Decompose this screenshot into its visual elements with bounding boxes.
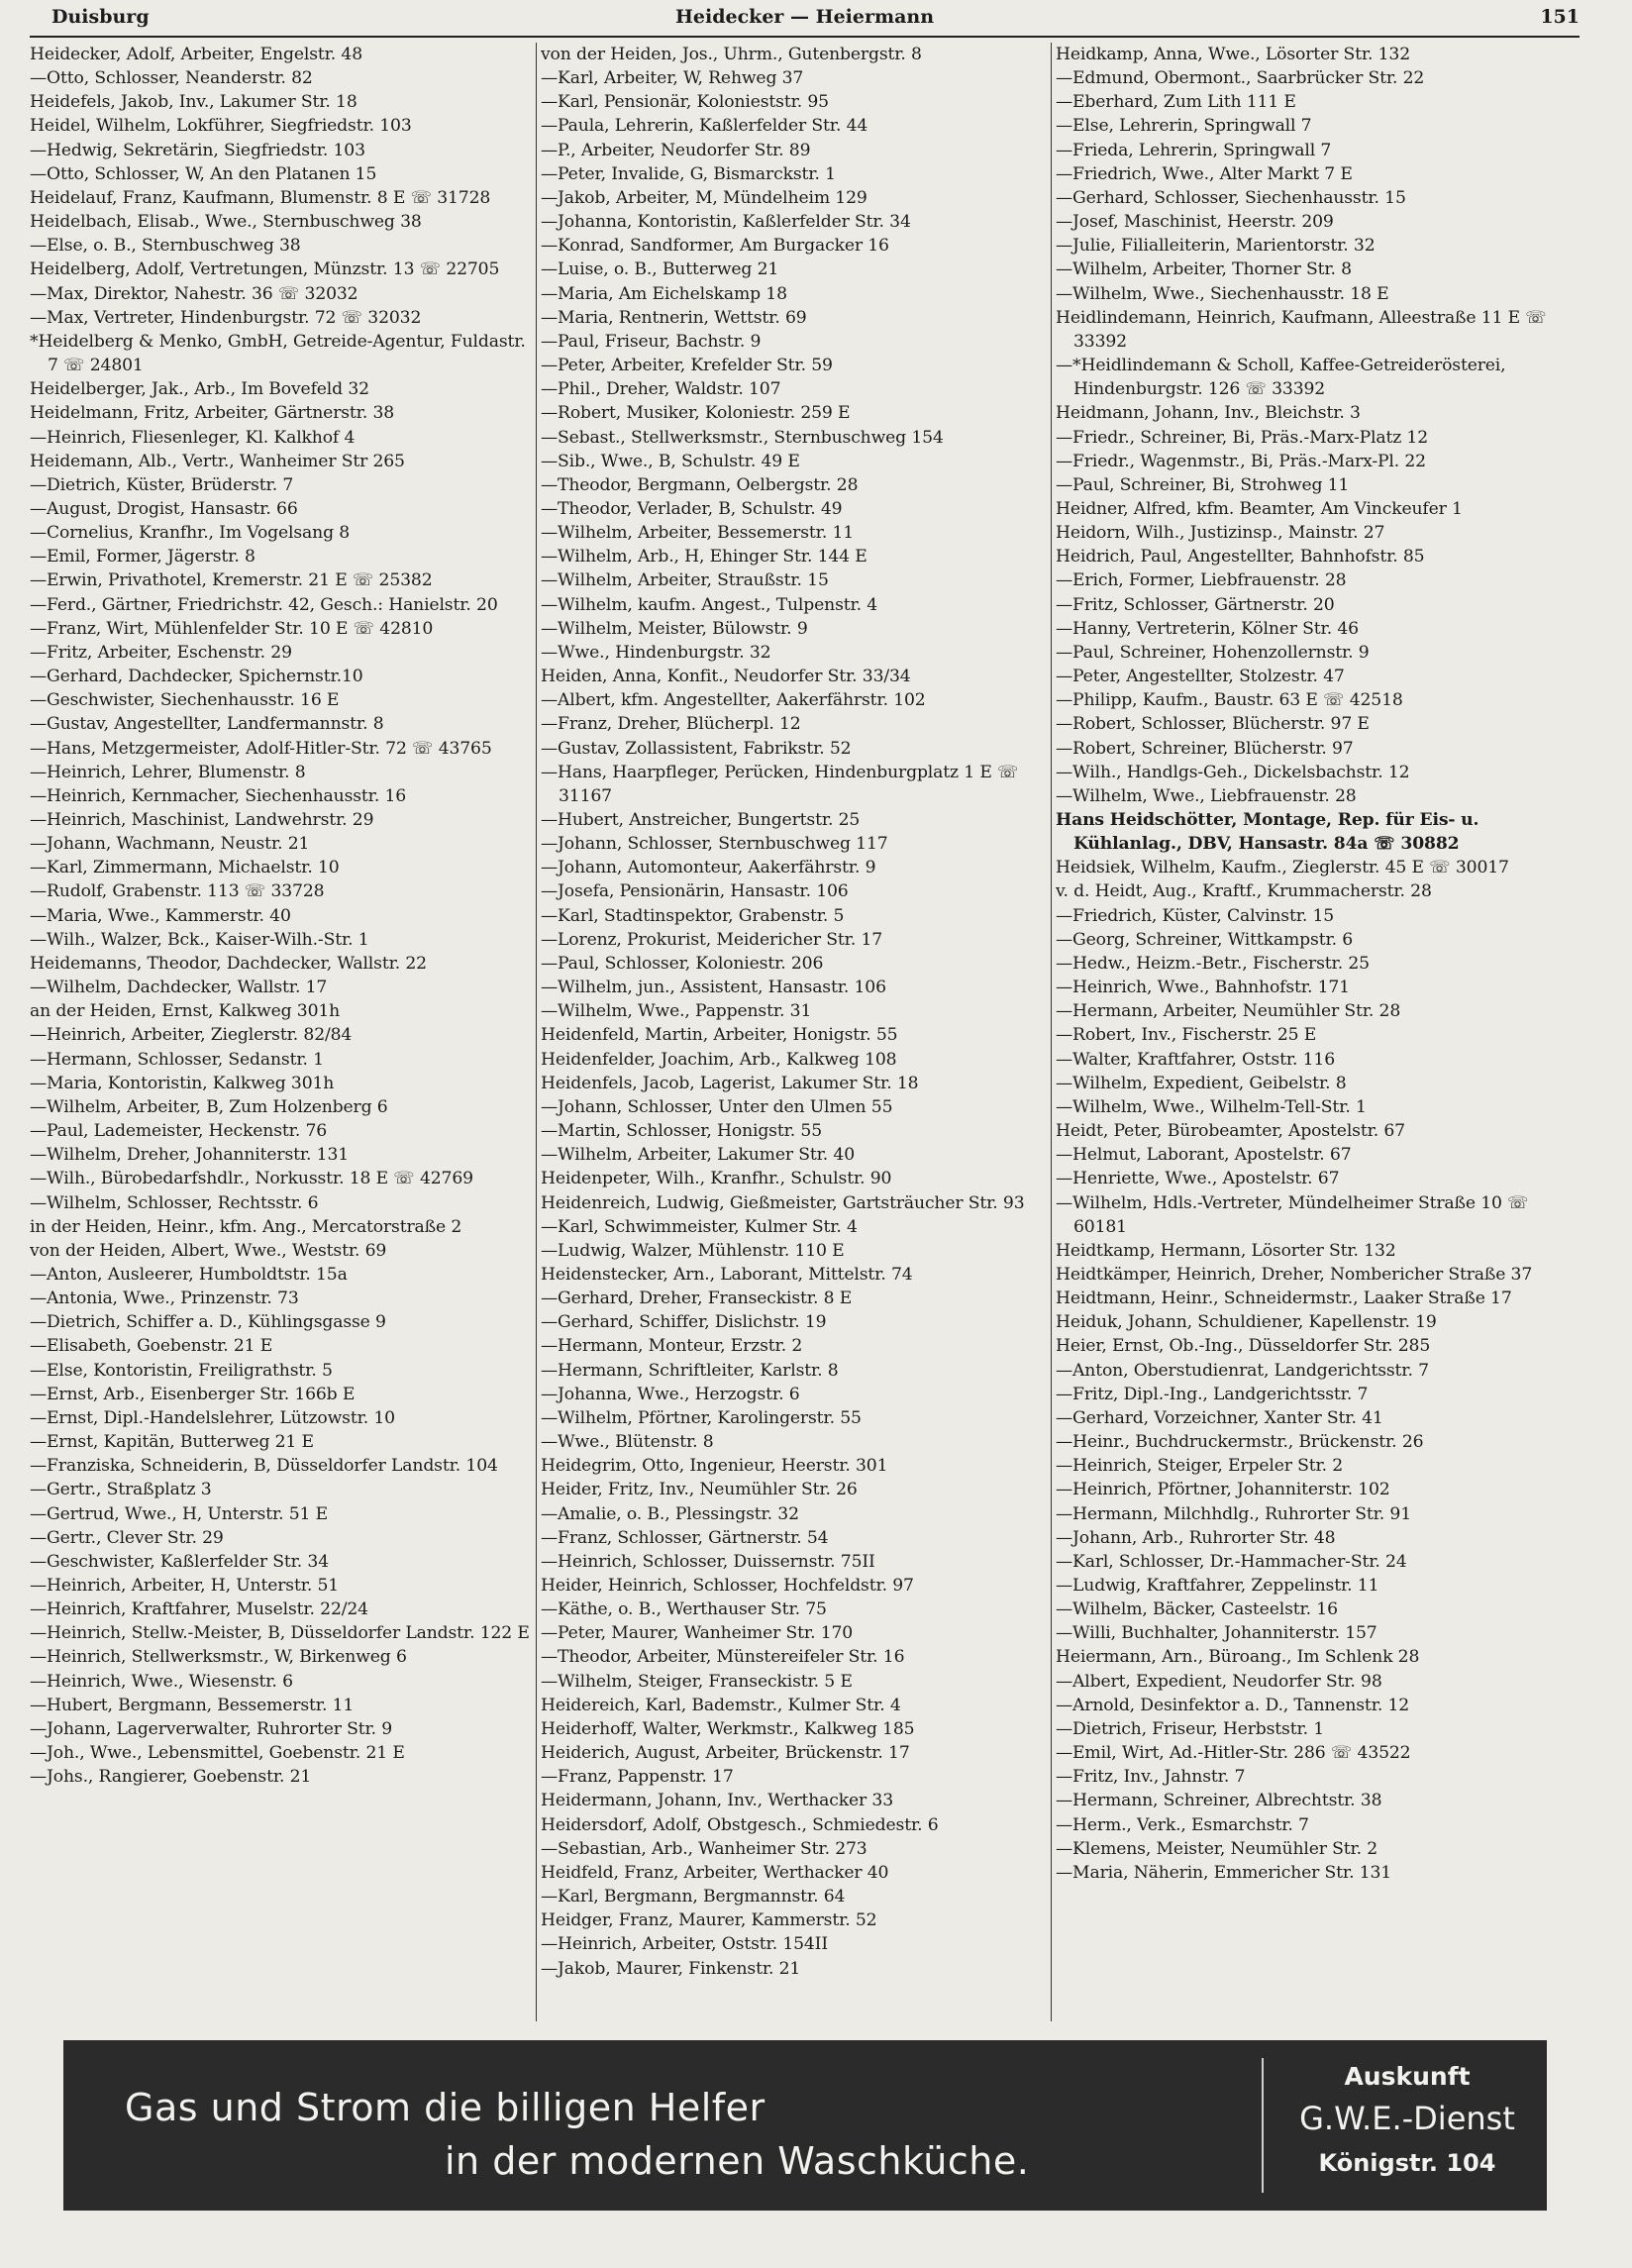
directory-entry: Heidt, Peter, Bürobeamter, Apostelstr. 67 bbox=[1056, 1121, 1405, 1142]
directory-entry: —Robert, Inv., Fischerstr. 25 E bbox=[1056, 1025, 1317, 1046]
directory-entry: —Paul, Friseur, Bachstr. 9 bbox=[541, 331, 762, 352]
directory-entry: —Fritz, Dipl.-Ing., Landgerichtsstr. 7 bbox=[1056, 1384, 1369, 1404]
directory-entry: Heidlindemann, Heinrich, Kaufmann, Alleestraße 11 E ☏ 33392 bbox=[1056, 307, 1552, 352]
directory-entry: —Lorenz, Prokurist, Meidericher Str. 17 bbox=[541, 929, 883, 950]
directory-entry: —Klemens, Meister, Neumühler Str. 2 bbox=[1056, 1838, 1378, 1859]
directory-entry: —P., Arbeiter, Neudorfer Str. 89 bbox=[541, 140, 811, 160]
directory-entry: —Wwe., Hindenburgstr. 32 bbox=[541, 642, 771, 663]
directory-entry: —Antonia, Wwe., Prinzenstr. 73 bbox=[30, 1289, 299, 1309]
directory-entry: —Paula, Lehrerin, Kaßlerfelder Str. 44 bbox=[541, 116, 868, 137]
directory-entry: —Albert, Expedient, Neudorfer Str. 98 bbox=[1056, 1671, 1382, 1692]
directory-entry: —Emil, Wirt, Ad.-Hitler-Str. 286 ☏ 43522 bbox=[1056, 1743, 1411, 1764]
directory-entry: —Karl, Bergmann, Bergmannstr. 64 bbox=[541, 1887, 846, 1907]
directory-entry: —Franz, Schlosser, Gärtnerstr. 54 bbox=[541, 1527, 829, 1548]
directory-entry: —Johs., Rangierer, Goebenstr. 21 bbox=[30, 1767, 312, 1788]
directory-entry: —Franz, Pappenstr. 17 bbox=[541, 1767, 734, 1788]
directory-entry: —Friedrich, Wwe., Alter Markt 7 E bbox=[1056, 163, 1353, 184]
directory-entry: Heidenpeter, Wilh., Kranfhr., Schulstr. 90 bbox=[541, 1169, 892, 1189]
directory-entry: —Georg, Schreiner, Wittkampstr. 6 bbox=[1056, 929, 1354, 950]
directory-entry: —Peter, Invalide, G, Bismarckstr. 1 bbox=[541, 163, 836, 184]
directory-entry: —Hermann, Schriftleiter, Karlstr. 8 bbox=[541, 1360, 839, 1381]
directory-entry: von der Heiden, Jos., Uhrm., Gutenbergstr. 8 bbox=[541, 45, 922, 64]
directory-entry: —Maria, Rentnerin, Wettstr. 69 bbox=[541, 307, 807, 328]
directory-entry: —Dietrich, Schiffer a. D., Kühlingsgasse 9 bbox=[30, 1312, 386, 1333]
directory-entry: —Wilhelm, Pförtner, Karolingerstr. 55 bbox=[541, 1407, 862, 1428]
directory-entry: —Arnold, Desinfektor a. D., Tannenstr. 12 bbox=[1056, 1695, 1410, 1715]
column-divider bbox=[536, 43, 537, 2021]
directory-entry: —Herm., Verk., Esmarchstr. 7 bbox=[1056, 1814, 1309, 1835]
directory-entry: —Sib., Wwe., B, Schulstr. 49 E bbox=[541, 451, 800, 471]
directory-entry: Heier, Ernst, Ob.-Ing., Düsseldorfer Str. 285 bbox=[1056, 1336, 1431, 1357]
directory-entry: Heiduk, Johann, Schuldiener, Kapellenstr. 19 bbox=[1056, 1312, 1437, 1333]
directory-entry: —Franz, Dreher, Blücherpl. 12 bbox=[541, 714, 801, 735]
directory-entry: —Heinrich, Wwe., Bahnhofstr. 171 bbox=[1056, 978, 1350, 998]
directory-entry: —Albert, kfm. Angestellter, Aakerfährstr. 102 bbox=[541, 690, 926, 711]
directory-entry: —Hans, Haarpfleger, Perücken, Hindenburgplatz 1 E ☏ 31167 bbox=[541, 762, 1024, 806]
directory-entry: —Ludwig, Walzer, Mühlenstr. 110 E bbox=[541, 1240, 845, 1261]
directory-entry: Heidelberger, Jak., Arb., Im Bovefeld 32 bbox=[30, 379, 369, 400]
directory-entry: —Jakob, Maurer, Finkenstr. 21 bbox=[541, 1958, 801, 1979]
directory-entry: —Heinr., Buchdruckermstr., Brückenstr. 26 bbox=[1056, 1432, 1424, 1453]
directory-column-2 bbox=[541, 43, 1048, 2023]
directory-entry: —Karl, Arbeiter, W, Rehweg 37 bbox=[541, 68, 804, 89]
directory-entry: —Wilhelm, Arbeiter, Bessemerstr. 11 bbox=[541, 523, 855, 544]
directory-entry: —Else, o. B., Sternbuschweg 38 bbox=[30, 236, 301, 257]
directory-entry: —Johann, Wachmann, Neustr. 21 bbox=[30, 834, 310, 855]
directory-entry: —Wilhelm, Meister, Bülowstr. 9 bbox=[541, 618, 808, 639]
directory-entry: —Robert, Schreiner, Blücherstr. 97 bbox=[1056, 738, 1354, 759]
directory-entry: —Sebastian, Arb., Wanheimer Str. 273 bbox=[541, 1838, 867, 1859]
directory-entry: —Wilhelm, Wwe., Pappenstr. 31 bbox=[541, 1001, 812, 1022]
directory-entry: —Henriette, Wwe., Apostelstr. 67 bbox=[1056, 1169, 1340, 1189]
directory-entry: —Johanna, Kontoristin, Kaßlerfelder Str. 34 bbox=[541, 212, 911, 233]
directory-entry: —Elisabeth, Goebenstr. 21 E bbox=[30, 1336, 273, 1357]
directory-entry: Heidersdorf, Adolf, Obstgesch., Schmiedestr. 6 bbox=[541, 1814, 939, 1835]
directory-entry: Heidemanns, Theodor, Dachdecker, Wallstr. 22 bbox=[30, 953, 427, 974]
directory-entry: —Johann, Schlosser, Sternbuschweg 117 bbox=[541, 834, 888, 855]
directory-entry: —Wilh., Bürobedarfshdlr., Norkusstr. 18 E ☏ 42769 bbox=[30, 1169, 473, 1189]
directory-entry: —Heinrich, Arbeiter, Zieglerstr. 82/84 bbox=[30, 1025, 353, 1046]
directory-entry: —Wilhelm, Arbeiter, Straußstr. 15 bbox=[541, 570, 829, 591]
directory-entry: —Sebast., Stellwerksmstr., Sternbuschweg 154 bbox=[541, 427, 944, 448]
directory-entry: —Wilhelm, Wwe., Wilhelm-Tell-Str. 1 bbox=[1056, 1096, 1367, 1117]
directory-entry: —Karl, Stadtinspektor, Grabenstr. 5 bbox=[541, 905, 845, 926]
directory-entry: —Friedr., Schreiner, Bi, Präs.-Marx-Platz 12 bbox=[1056, 427, 1429, 448]
directory-entry: —Heinrich, Steiger, Erpeler Str. 2 bbox=[1056, 1456, 1344, 1477]
directory-column-1 bbox=[30, 43, 533, 2023]
directory-entry: —Heinrich, Stellw.-Meister, B, Düsseldorfer Landstr. 122 E bbox=[30, 1623, 530, 1644]
directory-entry: —Anton, Oberstudienrat, Landgerichtsstr. 7 bbox=[1056, 1360, 1429, 1381]
directory-entry: —Wilhelm, Bäcker, Casteelstr. 16 bbox=[1056, 1599, 1338, 1620]
directory-entry: Heidger, Franz, Maurer, Kammerstr. 52 bbox=[541, 1910, 877, 1931]
directory-entry: Heidsiek, Wilhelm, Kaufm., Zieglerstr. 45 E ☏ 30017 bbox=[1056, 858, 1509, 878]
directory-entry: Heidenreich, Ludwig, Gießmeister, Gartsträucher Str. 93 bbox=[541, 1192, 1025, 1213]
directory-entry: —Luise, o. B., Butterweg 21 bbox=[541, 259, 779, 280]
directory-entry: —Erwin, Privathotel, Kremerstr. 21 E ☏ 25382 bbox=[30, 570, 433, 591]
directory-entry: —Helmut, Laborant, Apostelstr. 67 bbox=[1056, 1145, 1352, 1166]
directory-entry: —Theodor, Arbeiter, Münstereifeler Str. 16 bbox=[541, 1647, 905, 1668]
directory-entry: —Jakob, Arbeiter, M, Mündelheim 129 bbox=[541, 187, 867, 208]
directory-entry: —Johann, Schlosser, Unter den Ulmen 55 bbox=[541, 1096, 893, 1117]
directory-entry: Heidmann, Johann, Inv., Bleichstr. 3 bbox=[1056, 403, 1361, 424]
directory-entry: —Martin, Schlosser, Honigstr. 55 bbox=[541, 1121, 822, 1142]
directory-entry: —Franz, Wirt, Mühlenfelder Str. 10 E ☏ 42810 bbox=[30, 618, 434, 639]
directory-entry: —Wilh., Handlgs-Geh., Dickelsbachstr. 12 bbox=[1056, 762, 1410, 782]
directory-entry: —Peter, Maurer, Wanheimer Str. 170 bbox=[541, 1623, 854, 1644]
directory-entry: —Franziska, Schneiderin, B, Düsseldorfer Landstr. 104 bbox=[30, 1456, 498, 1477]
directory-entry: —Gustav, Zollassistent, Fabrikstr. 52 bbox=[541, 738, 852, 759]
directory-entry: —Fritz, Schlosser, Gärtnerstr. 20 bbox=[1056, 594, 1335, 615]
directory-entry: —Gerhard, Dachdecker, Spichernstr.10 bbox=[30, 667, 363, 687]
directory-entry: —Frieda, Lehrerin, Springwall 7 bbox=[1056, 140, 1332, 160]
directory-entry: Heidelauf, Franz, Kaufmann, Blumenstr. 8 E ☏ 31728 bbox=[30, 187, 491, 208]
directory-entry: Heidelberg, Adolf, Vertretungen, Münzstr. 13 ☏ 22705 bbox=[30, 259, 500, 280]
directory-entry: —Wilhelm, Hdls.-Vertreter, Mündelheimer Straße 10 ☏ 60181 bbox=[1056, 1192, 1534, 1237]
directory-entry: —Heinrich, Schlosser, Duissernstr. 75II bbox=[541, 1551, 875, 1572]
ad-slogan-line-2: in der modernen Waschküche. bbox=[445, 2139, 1030, 2183]
directory-entry: —Friedr., Wagenmstr., Bi, Präs.-Marx-Pl. 22 bbox=[1056, 451, 1426, 471]
directory-entry: —Hubert, Bergmann, Bessemerstr. 11 bbox=[30, 1695, 355, 1715]
directory-entry: —Theodor, Verlader, B, Schulstr. 49 bbox=[541, 498, 843, 519]
directory-entry: —Paul, Schreiner, Hohenzollernstr. 9 bbox=[1056, 642, 1370, 663]
directory-entry: —Heinrich, Wwe., Wiesenstr. 6 bbox=[30, 1671, 293, 1692]
page-header bbox=[30, 2, 1580, 38]
directory-entry: —Edmund, Obermont., Saarbrücker Str. 22 bbox=[1056, 68, 1425, 89]
directory-entry: Heidermann, Johann, Inv., Werthacker 33 bbox=[541, 1791, 893, 1811]
directory-entry: —Peter, Arbeiter, Krefelder Str. 59 bbox=[541, 356, 833, 376]
directory-entry: —Ernst, Dipl.-Handelslehrer, Lützowstr. 10 bbox=[30, 1407, 395, 1428]
directory-entry: —Wilhelm, Arb., H, Ehinger Str. 144 E bbox=[541, 547, 867, 567]
directory-entry: —Walter, Kraftfahrer, Oststr. 116 bbox=[1056, 1049, 1335, 1070]
directory-entry: Hans Heidschötter, Montage, Rep. für Eis- u. Kühlanlag., DBV, Hansastr. 84a ☏ 30882 bbox=[1056, 810, 1485, 855]
directory-entry: Heidemann, Alb., Vertr., Wanheimer Str 265 bbox=[30, 451, 405, 471]
directory-entry: —Hermann, Milchhdlg., Ruhrorter Str. 91 bbox=[1056, 1503, 1411, 1524]
directory-entry: —Philipp, Kaufm., Baustr. 63 E ☏ 42518 bbox=[1056, 690, 1403, 711]
directory-entry: —Wilhelm, Schlosser, Rechtsstr. 6 bbox=[30, 1192, 319, 1213]
directory-entry: —Gertrud, Wwe., H, Unterstr. 51 E bbox=[30, 1503, 329, 1524]
directory-entry: —Wilhelm, Arbeiter, Lakumer Str. 40 bbox=[541, 1145, 855, 1166]
directory-entry: —Max, Direktor, Nahestr. 36 ☏ 32032 bbox=[30, 283, 358, 304]
page-number: 151 bbox=[1540, 6, 1580, 28]
directory-entry: —Käthe, o. B., Werthauser Str. 75 bbox=[541, 1599, 827, 1620]
directory-entry: —Wilhelm, Dreher, Johanniterstr. 131 bbox=[30, 1145, 350, 1166]
directory-entry: Heider, Heinrich, Schlosser, Hochfeldstr. 97 bbox=[541, 1576, 914, 1596]
directory-entry: —Wilhelm, Arbeiter, Thorner Str. 8 bbox=[1056, 259, 1352, 280]
directory-entry: —Hermann, Schlosser, Sedanstr. 1 bbox=[30, 1049, 324, 1070]
directory-entry: —Joh., Wwe., Lebensmittel, Goebenstr. 21 E bbox=[30, 1743, 405, 1764]
directory-entry: —Karl, Zimmermann, Michaelstr. 10 bbox=[30, 858, 340, 878]
directory-entry: —Johann, Lagerverwalter, Ruhrorter Str. 9 bbox=[30, 1718, 393, 1739]
directory-entry: Heidenfels, Jacob, Lagerist, Lakumer Str. 18 bbox=[541, 1073, 919, 1093]
directory-entry: —Hanny, Vertreterin, Kölner Str. 46 bbox=[1056, 618, 1359, 639]
directory-entry: —Paul, Schreiner, Bi, Strohweg 11 bbox=[1056, 474, 1350, 495]
directory-entry: —Gerhard, Dreher, Franseckistr. 8 E bbox=[541, 1289, 853, 1309]
directory-entry: —Heinrich, Arbeiter, H, Unterstr. 51 bbox=[30, 1576, 340, 1596]
directory-entry: —Geschwister, Kaßlerfelder Str. 34 bbox=[30, 1551, 330, 1572]
directory-entry: —Ernst, Kapitän, Butterweg 21 E bbox=[30, 1432, 314, 1453]
directory-entry: —Fritz, Inv., Jahnstr. 7 bbox=[1056, 1767, 1246, 1788]
directory-entry: —Hermann, Schreiner, Albrechtstr. 38 bbox=[1056, 1791, 1382, 1811]
directory-entry: —Phil., Dreher, Waldstr. 107 bbox=[541, 379, 781, 400]
directory-entry: —Hermann, Arbeiter, Neumühler Str. 28 bbox=[1056, 1001, 1401, 1022]
directory-entry: —Heinrich, Arbeiter, Oststr. 154II bbox=[541, 1934, 828, 1955]
directory-entry: v. d. Heidt, Aug., Kraftf., Krummacherstr. 28 bbox=[1056, 881, 1432, 902]
directory-entry: —Friedrich, Küster, Calvinstr. 15 bbox=[1056, 905, 1335, 926]
directory-entry: —Rudolf, Grabenstr. 113 ☏ 33728 bbox=[30, 881, 325, 902]
advertisement-banner bbox=[63, 2040, 1547, 2211]
directory-entry: —Wilhelm, Expedient, Geibelstr. 8 bbox=[1056, 1073, 1347, 1093]
directory-entry: —Max, Vertreter, Hindenburgstr. 72 ☏ 32032 bbox=[30, 307, 422, 328]
directory-entry: Heidfeld, Franz, Arbeiter, Werthacker 40 bbox=[541, 1862, 889, 1883]
directory-entry: Heidefels, Jakob, Inv., Lakumer Str. 18 bbox=[30, 92, 357, 113]
directory-entry: —Wwe., Blütenstr. 8 bbox=[541, 1432, 714, 1453]
directory-entry: Heidegrim, Otto, Ingenieur, Heerstr. 301 bbox=[541, 1456, 888, 1477]
directory-entry: Heidecker, Adolf, Arbeiter, Engelstr. 48 bbox=[30, 45, 363, 64]
directory-entry: Heidelmann, Fritz, Arbeiter, Gärtnerstr. 38 bbox=[30, 403, 395, 424]
directory-entry: —Else, Lehrerin, Springwall 7 bbox=[1056, 116, 1312, 137]
directory-entry: —Willi, Buchhalter, Johanniterstr. 157 bbox=[1056, 1623, 1377, 1644]
directory-entry: —Johann, Automonteur, Aakerfährstr. 9 bbox=[541, 858, 876, 878]
ad-info-title: Auskunft bbox=[1344, 2062, 1471, 2091]
directory-entry: —Wilhelm, Wwe., Liebfrauenstr. 28 bbox=[1056, 785, 1357, 806]
directory-entry: —Gerhard, Schiffer, Dislichstr. 19 bbox=[541, 1312, 827, 1333]
directory-entry: —Heinrich, Kernmacher, Siechenhausstr. 16 bbox=[30, 785, 407, 806]
header-city: Duisburg bbox=[51, 6, 150, 28]
directory-entry: —Maria, Wwe., Kammerstr. 40 bbox=[30, 905, 291, 926]
directory-entry: —August, Drogist, Hansastr. 66 bbox=[30, 498, 298, 519]
directory-entry: Heidenfelder, Joachim, Arb., Kalkweg 108 bbox=[541, 1049, 897, 1070]
directory-entry: —Fritz, Arbeiter, Eschenstr. 29 bbox=[30, 642, 292, 663]
directory-entry: Heidelbach, Elisab., Wwe., Sternbuschweg 38 bbox=[30, 212, 422, 233]
directory-entry: —Hans, Metzgermeister, Adolf-Hitler-Str. 72 ☏ 43765 bbox=[30, 738, 492, 759]
directory-entry: —Eberhard, Zum Lith 111 E bbox=[1056, 92, 1296, 113]
directory-entry: —Dietrich, Küster, Brüderstr. 7 bbox=[30, 474, 294, 495]
directory-entry: —Paul, Schlosser, Koloniestr. 206 bbox=[541, 953, 824, 974]
directory-entry: —Johanna, Wwe., Herzogstr. 6 bbox=[541, 1384, 800, 1404]
directory-entry: —Robert, Schlosser, Blücherstr. 97 E bbox=[1056, 714, 1370, 735]
directory-entry: —Hermann, Monteur, Erzstr. 2 bbox=[541, 1336, 803, 1357]
directory-entry: —Else, Kontoristin, Freiligrathstr. 5 bbox=[30, 1360, 333, 1381]
directory-entry: Heidkamp, Anna, Wwe., Lösorter Str. 132 bbox=[1056, 45, 1411, 64]
ad-info-organization: G.W.E.-Dienst bbox=[1299, 2100, 1515, 2137]
directory-entry: —Wilhelm, kaufm. Angest., Tulpenstr. 4 bbox=[541, 594, 878, 615]
directory-entry: —Emil, Former, Jägerstr. 8 bbox=[30, 547, 255, 567]
ad-divider bbox=[1262, 2058, 1264, 2193]
directory-entry: —Johann, Arb., Ruhrorter Str. 48 bbox=[1056, 1527, 1336, 1548]
directory-entry: —*Heidlindemann & Scholl, Kaffee-Getreiderösterei, Hindenburgstr. 126 ☏ 33392 bbox=[1056, 356, 1511, 400]
directory-entry: —Paul, Lademeister, Heckenstr. 76 bbox=[30, 1121, 328, 1142]
directory-entry: —Wilhelm, Wwe., Siechenhausstr. 18 E bbox=[1056, 283, 1389, 304]
directory-entry: —Wilhelm, Dachdecker, Wallstr. 17 bbox=[30, 978, 328, 998]
directory-entry: —Ludwig, Kraftfahrer, Zeppelinstr. 11 bbox=[1056, 1576, 1379, 1596]
directory-entry: —Heinrich, Maschinist, Landwehrstr. 29 bbox=[30, 810, 374, 830]
directory-entry: —Wilhelm, jun., Assistent, Hansastr. 106 bbox=[541, 978, 886, 998]
directory-entry: —Hubert, Anstreicher, Bungertstr. 25 bbox=[541, 810, 861, 830]
directory-entry: —Konrad, Sandformer, Am Burgacker 16 bbox=[541, 236, 889, 257]
directory-entry: —Karl, Schwimmeister, Kulmer Str. 4 bbox=[541, 1216, 858, 1237]
header-name-range: Heidecker — Heiermann bbox=[674, 6, 935, 28]
directory-entry: —Karl, Pensionär, Kolonieststr. 95 bbox=[541, 92, 829, 113]
directory-entry: —Theodor, Bergmann, Oelbergstr. 28 bbox=[541, 474, 859, 495]
directory-entry: —Josef, Maschinist, Heerstr. 209 bbox=[1056, 212, 1334, 233]
directory-entry: —Heinrich, Lehrer, Blumenstr. 8 bbox=[30, 762, 306, 782]
directory-entry: *Heidelberg & Menko, GmbH, Getreide-Agentur, Fuldastr. 7 ☏ 24801 bbox=[30, 331, 532, 376]
directory-entry: —Ferd., Gärtner, Friedrichstr. 42, Gesch.: Hanielstr. 20 bbox=[30, 594, 498, 615]
directory-entry: —Heinrich, Stellwerksmstr., W, Birkenweg 6 bbox=[30, 1647, 407, 1668]
directory-entry: Heiermann, Arn., Büroang., Im Schlenk 28 bbox=[1056, 1647, 1420, 1668]
directory-entry: —Gerhard, Schlosser, Siechenhausstr. 15 bbox=[1056, 187, 1406, 208]
directory-entry: Heiderich, August, Arbeiter, Brückenstr. 17 bbox=[541, 1743, 910, 1764]
directory-entry: Heidenstecker, Arn., Laborant, Mittelstr. 74 bbox=[541, 1264, 913, 1285]
directory-entry: —Peter, Angestellter, Stolzestr. 47 bbox=[1056, 667, 1345, 687]
directory-entry: —Cornelius, Kranfhr., Im Vogelsang 8 bbox=[30, 523, 351, 544]
directory-entry: —Hedwig, Sekretärin, Siegfriedstr. 103 bbox=[30, 140, 365, 160]
directory-entry: —Otto, Schlosser, Neanderstr. 82 bbox=[30, 68, 313, 89]
directory-entry: Heiden, Anna, Konfit., Neudorfer Str. 33/34 bbox=[541, 667, 911, 687]
directory-entry: —Heinrich, Pförtner, Johanniterstr. 102 bbox=[1056, 1480, 1390, 1500]
directory-entry: —Heinrich, Fliesenleger, Kl. Kalkhof 4 bbox=[30, 427, 356, 448]
directory-entry: —Amalie, o. B., Plessingstr. 32 bbox=[541, 1503, 799, 1524]
directory-entry: Heiderhoff, Walter, Werkmstr., Kalkweg 185 bbox=[541, 1718, 915, 1739]
column-divider bbox=[1051, 43, 1052, 2021]
directory-entry: —Maria, Näherin, Emmericher Str. 131 bbox=[1056, 1862, 1392, 1883]
directory-entry: an der Heiden, Ernst, Kalkweg 301h bbox=[30, 1001, 341, 1022]
directory-entry: —Heinrich, Kraftfahrer, Muselstr. 22/24 bbox=[30, 1599, 368, 1620]
directory-entry: —Maria, Am Eichelskamp 18 bbox=[541, 283, 787, 304]
directory-entry: Heidtmann, Heinr., Schneidermstr., Laaker Straße 17 bbox=[1056, 1289, 1512, 1309]
directory-entry: Heidenfeld, Martin, Arbeiter, Honigstr. 55 bbox=[541, 1025, 898, 1046]
directory-entry: —Wilhelm, Arbeiter, B, Zum Holzenberg 6 bbox=[30, 1096, 388, 1117]
directory-entry: —Gustav, Angestellter, Landfermannstr. 8 bbox=[30, 714, 384, 735]
directory-entry: —Hedw., Heizm.-Betr., Fischerstr. 25 bbox=[1056, 953, 1370, 974]
directory-entry: —Anton, Ausleerer, Humboldtstr. 15a bbox=[30, 1264, 348, 1285]
directory-entry: —Josefa, Pensionärin, Hansastr. 106 bbox=[541, 881, 849, 902]
directory-entry: —Dietrich, Friseur, Herbststr. 1 bbox=[1056, 1718, 1325, 1739]
directory-entry: Heidorn, Wilh., Justizinsp., Mainstr. 27 bbox=[1056, 523, 1385, 544]
directory-entry: —Ernst, Arb., Eisenberger Str. 166b E bbox=[30, 1384, 356, 1404]
ad-slogan-line-1: Gas und Strom die billigen Helfer bbox=[125, 2086, 765, 2129]
directory-entry: —Geschwister, Siechenhausstr. 16 E bbox=[30, 690, 340, 711]
directory-entry: —Gertr., Clever Str. 29 bbox=[30, 1527, 224, 1548]
directory-entry: Heidtkamp, Hermann, Lösorter Str. 132 bbox=[1056, 1240, 1396, 1261]
directory-entry: Heidner, Alfred, kfm. Beamter, Am Vinckeufer 1 bbox=[1056, 498, 1463, 519]
directory-entry: Heider, Fritz, Inv., Neumühler Str. 26 bbox=[541, 1480, 858, 1500]
directory-entry: Heidel, Wilhelm, Lokführer, Siegfriedstr. 103 bbox=[30, 116, 412, 137]
directory-entry: —Karl, Schlosser, Dr.-Hammacher-Str. 24 bbox=[1056, 1551, 1407, 1572]
directory-entry: —Wilhelm, Steiger, Franseckistr. 5 E bbox=[541, 1671, 853, 1692]
ad-info-address: Königstr. 104 bbox=[1318, 2149, 1496, 2177]
directory-entry: —Maria, Kontoristin, Kalkweg 301h bbox=[30, 1073, 335, 1093]
directory-entry: —Julie, Filialleiterin, Marientorstr. 32 bbox=[1056, 236, 1376, 257]
directory-entry: Heidereich, Karl, Bademstr., Kulmer Str. 4 bbox=[541, 1695, 901, 1715]
directory-entry: Heidrich, Paul, Angestellter, Bahnhofstr. 85 bbox=[1056, 547, 1425, 567]
directory-entry: in der Heiden, Heinr., kfm. Ang., Mercatorstraße 2 bbox=[30, 1216, 462, 1237]
directory-entry: —Gerhard, Vorzeichner, Xanter Str. 41 bbox=[1056, 1407, 1383, 1428]
directory-entry: —Wilh., Walzer, Bck., Kaiser-Wilh.-Str. 1 bbox=[30, 929, 369, 950]
directory-entry: —Erich, Former, Liebfrauenstr. 28 bbox=[1056, 570, 1347, 591]
directory-entry: —Robert, Musiker, Koloniestr. 259 E bbox=[541, 403, 851, 424]
directory-entry: —Otto, Schlosser, W, An den Platanen 15 bbox=[30, 163, 377, 184]
directory-entry: —Gertr., Straßplatz 3 bbox=[30, 1480, 212, 1500]
directory-column-3 bbox=[1056, 43, 1581, 2023]
directory-entry: von der Heiden, Albert, Wwe., Weststr. 69 bbox=[30, 1240, 387, 1261]
directory-entry: Heidtkämper, Heinrich, Dreher, Nombericher Straße 37 bbox=[1056, 1264, 1533, 1285]
